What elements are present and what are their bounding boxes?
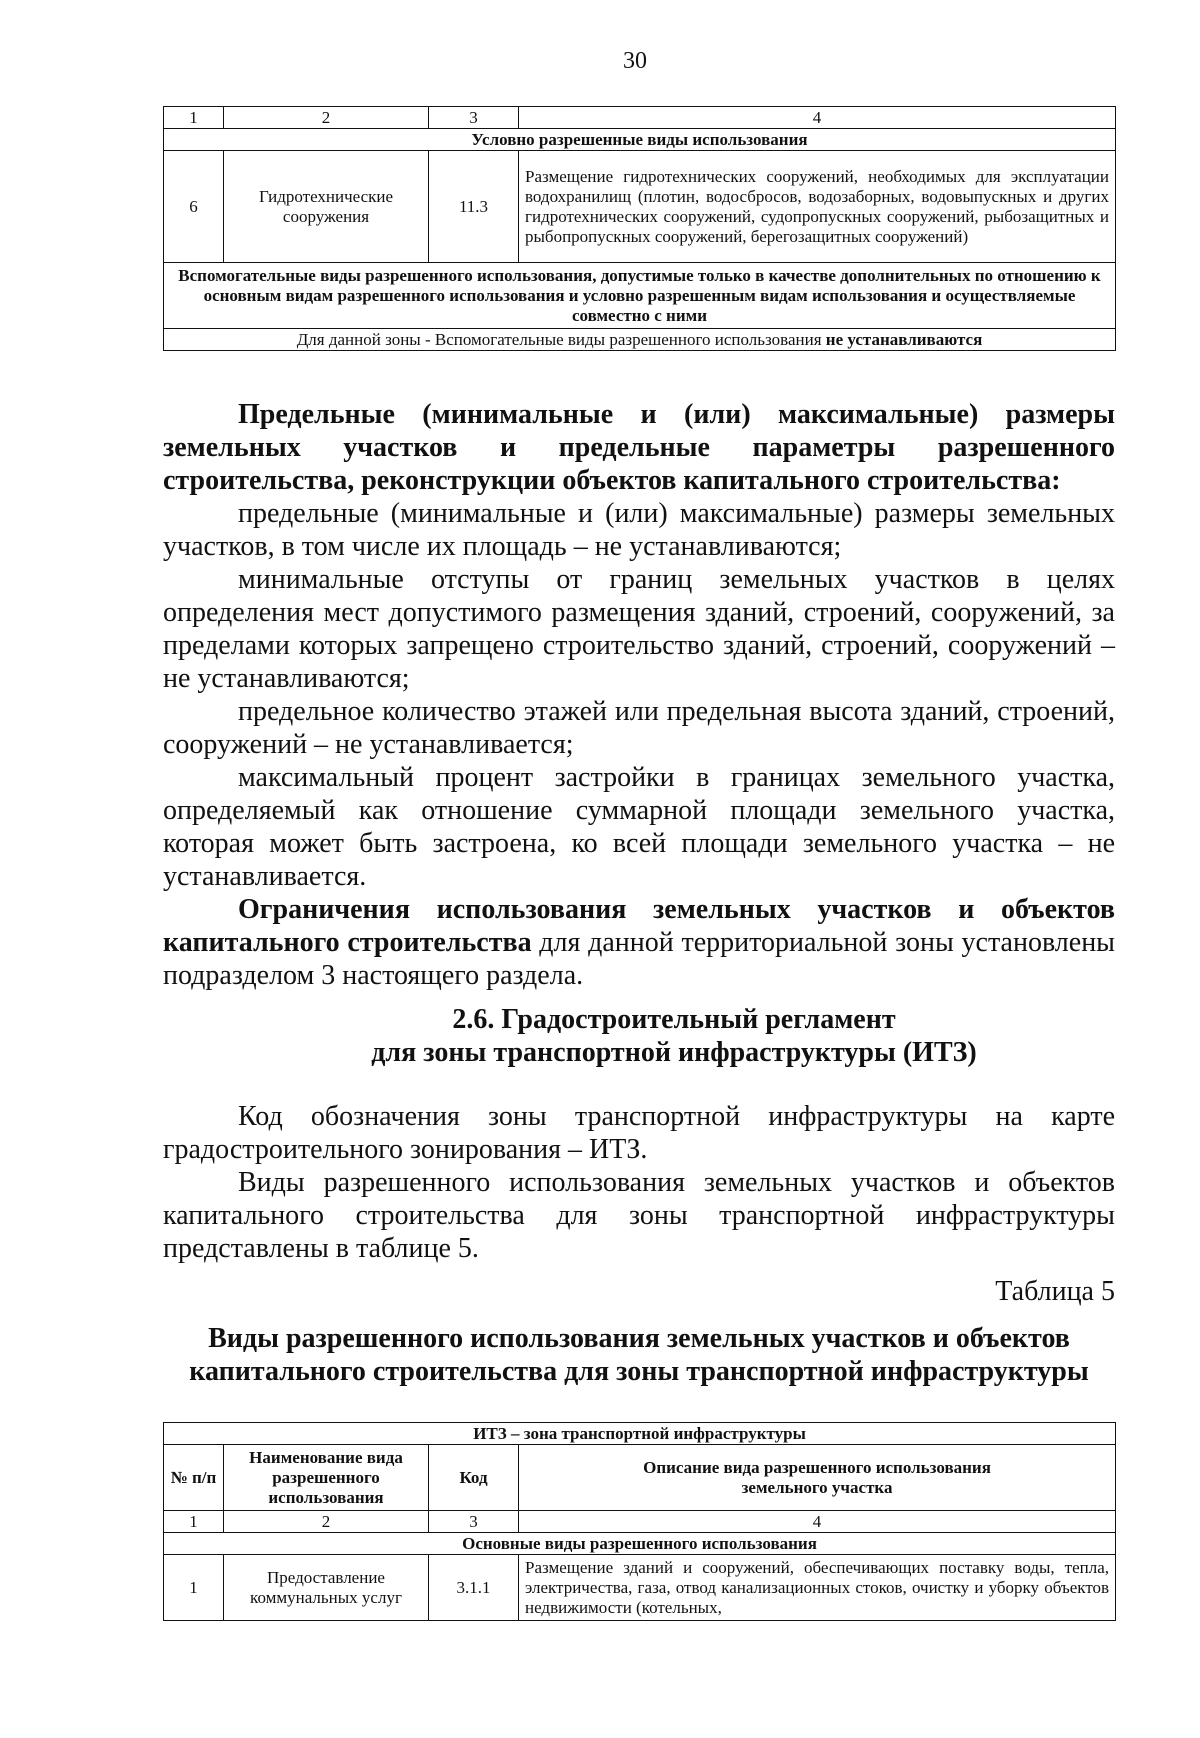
row-number: 6 — [164, 151, 224, 263]
zone-description — [163, 1100, 1115, 1308]
restrictions-rest: для данной территориальной зоны установлены подразделом 3 настоящего раздела. — [163, 927, 1115, 991]
row-description: Размещение зданий и сооружений, обеспечивающих поставку воды, тепла, электричества, газа, отвод канализационных стоков, очистку и уборку объектов недвижимости (котельных, — [519, 1555, 1116, 1621]
section-title — [163, 1003, 1185, 1069]
table-transport-zone-uses — [163, 1422, 1116, 1621]
row-code: 3.1.1 — [429, 1555, 519, 1621]
auxiliary-note-text: Для данной зоны - Вспомогательные виды разрешенного использования — [296, 329, 822, 349]
table-conditional-uses — [163, 106, 1116, 351]
col-number-1: 1 — [164, 107, 224, 129]
table-title-line-2: капитального строительства для зоны транспортной инфраструктуры — [189, 1356, 1089, 1387]
table-row — [164, 1555, 1116, 1621]
row-number: 1 — [164, 1555, 224, 1621]
paragraph-zone-code: Код обозначения зоны транспортной инфраструктуры на карте градостроительного зонирования – ИТЗ. — [163, 1101, 1115, 1165]
table-title — [163, 1322, 1115, 1388]
paragraph-floors: предельное количество этажей или предельная высота зданий, строений, сооружений – не устанавливается; — [163, 696, 1115, 760]
paragraph-setbacks: минимальные отступы от границ земельных участков в целях определения мест допустимого размещения зданий, строений, сооружений, за пределами которых запрещено строительство зданий, строений, сооружений – не устанавливаются; — [163, 564, 1115, 694]
col-number-4: 4 — [519, 107, 1116, 129]
col-number-3: 3 — [429, 107, 519, 129]
section-auxiliary-uses: Вспомогательные виды разрешенного использования, допустимые только в качестве дополнительных по отношению к основным видам разрешенного использования и условно разрешенным видам использования и осуществляемые совместно с ними — [164, 263, 1116, 329]
limits-section — [163, 398, 1115, 992]
section-title-line-2: для зоны транспортной инфраструктуры (ИТЗ) — [371, 1037, 977, 1068]
header-num: № п/п — [164, 1445, 224, 1511]
limits-heading: Предельные (минимальные и (или) максимальные) размеры земельных участков и предельные параметры разрешенного строительства, реконструкции объектов капитального строительства: — [163, 399, 1115, 496]
column-number-row — [164, 107, 1116, 129]
row-use-name: Предоставление коммунальных услуг — [224, 1555, 429, 1621]
row-description: Размещение гидротехнических сооружений, необходимых для эксплуатации водохранилищ (плотин, водосбросов, водозаборных, водовыпускных и других гидротехнических сооружений, судопропускных сооружений, рыбозащитных и рыбопропускных сооружений, берегозащитных сооружений) — [519, 151, 1116, 263]
section-main-uses: Основные виды разрешенного использования — [164, 1533, 1116, 1555]
col-number-2: 2 — [224, 1511, 429, 1533]
header-code: Код — [429, 1445, 519, 1511]
paragraph-restrictions — [163, 893, 1115, 992]
page-number: 30 — [623, 48, 647, 74]
row-code: 11.3 — [429, 151, 519, 263]
auxiliary-note-status: не устанавливаются — [821, 329, 983, 349]
auxiliary-uses-note — [164, 329, 1116, 351]
paragraph-table-reference: Виды разрешенного использования земельных участков и объектов капитального строительства для зоны транспортной инфраструктуры представлены в таблице 5. — [163, 1167, 1115, 1264]
header-row — [164, 1445, 1116, 1511]
table-row — [164, 151, 1116, 263]
restrictions-bold: Ограничения использования земельных участков и объектов капитального строительства — [163, 894, 1115, 958]
col-number-2: 2 — [224, 107, 429, 129]
section-conditional-uses: Условно разрешенные виды использования — [164, 129, 1116, 151]
col-number-3: 3 — [429, 1511, 519, 1533]
column-number-row — [164, 1511, 1116, 1533]
col-number-4: 4 — [519, 1511, 1116, 1533]
col-number-1: 1 — [164, 1511, 224, 1533]
section-title-line-1: 2.6. Градостроительный регламент — [452, 1004, 896, 1035]
table-label: Таблица 5 — [995, 1276, 1115, 1307]
paragraph-plot-sizes: предельные (минимальные и (или) максимальные) размеры земельных участков, в том числе их площадь – не устанавливаются; — [163, 498, 1115, 562]
header-description: Описание вида разрешенного использования земельного участка — [519, 1445, 1116, 1511]
zone-header: ИТЗ – зона транспортной инфраструктуры — [164, 1423, 1116, 1445]
paragraph-building-coverage: максимальный процент застройки в границах земельного участка, определяемый как отношение суммарной площади земельного участка, которая может быть застроена, ко всей площади земельного участка – не устанавливается. — [163, 762, 1115, 892]
row-use-name: Гидротехнические сооружения — [224, 151, 429, 263]
table-title-line-1: Виды разрешенного использования земельных участков и объектов — [208, 1323, 1070, 1354]
header-use-name: Наименование вида разрешенного использования — [224, 1445, 429, 1511]
